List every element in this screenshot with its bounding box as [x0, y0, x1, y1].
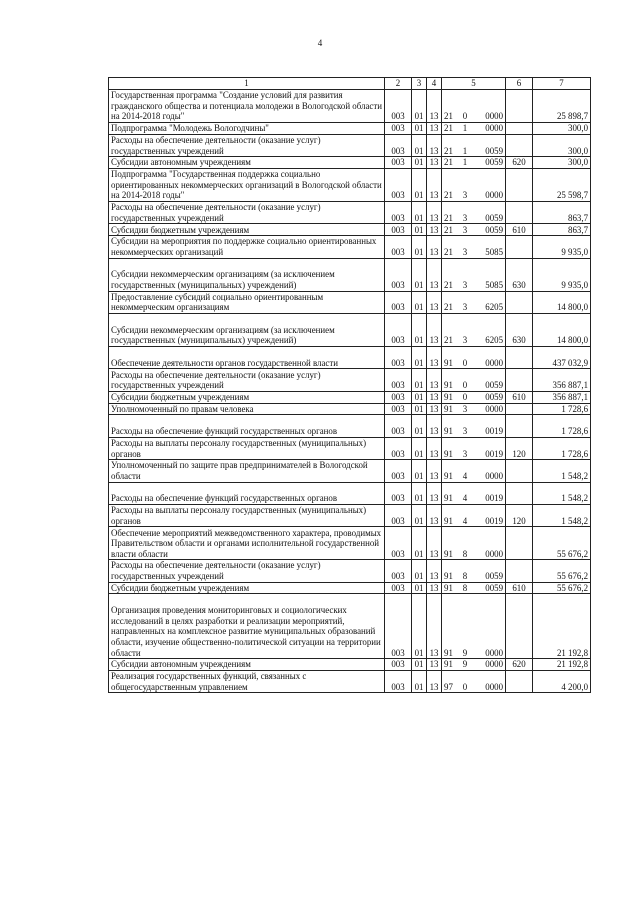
table-row	[109, 134, 591, 156]
row-col-2-cell: 003	[385, 369, 412, 391]
row-code-program-cell: 91	[442, 482, 458, 504]
row-col-2-cell: 003	[385, 201, 412, 223]
row-col-6-cell	[506, 168, 533, 201]
row-code-sub-cell: 3	[458, 403, 473, 415]
row-code-program-cell: 91	[442, 460, 458, 482]
row-code-program-cell: 97	[442, 671, 458, 693]
row-code-direction-cell: 0000	[473, 90, 506, 123]
row-col-4-cell: 13	[427, 258, 442, 291]
row-code-sub-cell: 1	[458, 157, 473, 169]
row-col-3-cell: 01	[412, 504, 427, 526]
row-amount-cell: 1 548,2	[533, 504, 591, 526]
row-col-3-cell: 01	[412, 671, 427, 693]
row-code-program-cell: 91	[442, 369, 458, 391]
row-col-6-cell	[506, 560, 533, 582]
row-name-cell: Предоставление субсидий социально ориентированным некоммерческим организациям	[109, 291, 385, 313]
row-code-sub-cell: 0	[458, 391, 473, 403]
row-col-2-cell: 003	[385, 527, 412, 560]
row-col-2-cell: 003	[385, 313, 412, 346]
row-code-direction-cell: 0059	[473, 560, 506, 582]
row-amount-cell: 1 728,6	[533, 415, 591, 437]
row-name-cell: Расходы на выплаты персоналу государственных (муниципальных) органов	[109, 437, 385, 459]
row-col-3-cell: 01	[412, 369, 427, 391]
row-col-6-cell	[506, 594, 533, 659]
row-code-program-cell: 21	[442, 291, 458, 313]
row-code-direction-cell: 0059	[473, 224, 506, 236]
row-amount-cell: 14 800,0	[533, 313, 591, 346]
row-col-2-cell: 003	[385, 258, 412, 291]
row-amount-cell: 437 032,9	[533, 346, 591, 368]
row-col-4-cell: 13	[427, 224, 442, 236]
row-col-3-cell: 01	[412, 460, 427, 482]
row-code-direction-cell: 0000	[473, 594, 506, 659]
row-col-4-cell: 13	[427, 415, 442, 437]
row-code-sub-cell: 1	[458, 134, 473, 156]
row-name-cell: Субсидии на мероприятия по поддержке социально ориентированных некоммерческих организаций	[109, 236, 385, 258]
row-code-direction-cell: 0000	[473, 671, 506, 693]
header-col-7: 7	[533, 78, 591, 90]
row-code-direction-cell: 0000	[473, 168, 506, 201]
row-code-direction-cell: 0059	[473, 157, 506, 169]
row-col-2-cell: 003	[385, 582, 412, 594]
row-col-6-cell	[506, 460, 533, 482]
row-col-4-cell: 13	[427, 134, 442, 156]
row-name-cell: Уполномоченный по правам человека	[109, 403, 385, 415]
row-code-direction-cell: 6205	[473, 313, 506, 346]
budget-table	[108, 77, 591, 693]
row-code-direction-cell: 0000	[473, 659, 506, 671]
row-col-3-cell: 01	[412, 582, 427, 594]
row-amount-cell: 25 898,7	[533, 90, 591, 123]
row-amount-cell: 9 935,0	[533, 236, 591, 258]
row-col-2-cell: 003	[385, 123, 412, 135]
row-col-4-cell: 13	[427, 671, 442, 693]
row-code-sub-cell: 8	[458, 560, 473, 582]
table-row	[109, 201, 591, 223]
row-col-3-cell: 01	[412, 415, 427, 437]
row-amount-cell: 356 887,1	[533, 391, 591, 403]
row-col-6-cell	[506, 236, 533, 258]
row-col-4-cell: 13	[427, 527, 442, 560]
row-amount-cell: 55 676,2	[533, 527, 591, 560]
row-col-6-cell	[506, 291, 533, 313]
row-col-6-cell: 120	[506, 437, 533, 459]
row-col-2-cell: 003	[385, 671, 412, 693]
row-name-cell: Субсидии автономным учреждениям	[109, 157, 385, 169]
row-amount-cell: 21 192,8	[533, 659, 591, 671]
row-code-sub-cell: 3	[458, 224, 473, 236]
row-col-4-cell: 13	[427, 482, 442, 504]
row-col-2-cell: 003	[385, 482, 412, 504]
row-col-4-cell: 13	[427, 168, 442, 201]
row-col-2-cell: 003	[385, 134, 412, 156]
row-code-program-cell: 21	[442, 258, 458, 291]
row-col-6-cell: 120	[506, 504, 533, 526]
table-row	[109, 391, 591, 403]
row-code-sub-cell: 8	[458, 527, 473, 560]
table-row	[109, 313, 591, 346]
table-row	[109, 369, 591, 391]
row-code-direction-cell: 0019	[473, 437, 506, 459]
row-code-direction-cell: 6205	[473, 291, 506, 313]
row-code-direction-cell: 0000	[473, 460, 506, 482]
table-row	[109, 123, 591, 135]
row-code-direction-cell: 0059	[473, 369, 506, 391]
row-col-3-cell: 01	[412, 482, 427, 504]
row-code-sub-cell: 3	[458, 415, 473, 437]
table-row	[109, 560, 591, 582]
row-code-direction-cell: 0019	[473, 482, 506, 504]
row-code-direction-cell: 0000	[473, 527, 506, 560]
header-col-6: 6	[506, 78, 533, 90]
table-row	[109, 527, 591, 560]
row-col-4-cell: 13	[427, 460, 442, 482]
row-code-program-cell: 21	[442, 134, 458, 156]
row-col-6-cell	[506, 134, 533, 156]
row-code-program-cell: 21	[442, 201, 458, 223]
row-col-4-cell: 13	[427, 403, 442, 415]
row-code-direction-cell: 5085	[473, 236, 506, 258]
table-row	[109, 168, 591, 201]
table-row	[109, 437, 591, 459]
row-col-3-cell: 01	[412, 90, 427, 123]
row-col-6-cell	[506, 403, 533, 415]
row-col-6-cell	[506, 90, 533, 123]
table-row	[109, 403, 591, 415]
row-code-direction-cell: 0000	[473, 403, 506, 415]
row-code-direction-cell: 0000	[473, 346, 506, 368]
row-col-4-cell: 13	[427, 504, 442, 526]
table-row	[109, 504, 591, 526]
row-code-program-cell: 91	[442, 403, 458, 415]
row-code-sub-cell: 1	[458, 123, 473, 135]
row-name-cell: Уполномоченный по защите прав предпринимателей в Вологодской области	[109, 460, 385, 482]
row-name-cell: Субсидии бюджетным учреждениям	[109, 224, 385, 236]
row-col-4-cell: 13	[427, 90, 442, 123]
row-col-3-cell: 01	[412, 291, 427, 313]
row-amount-cell: 300,0	[533, 134, 591, 156]
row-amount-cell: 1 548,2	[533, 460, 591, 482]
row-col-2-cell: 003	[385, 594, 412, 659]
table-row	[109, 582, 591, 594]
row-code-program-cell: 21	[442, 168, 458, 201]
row-col-3-cell: 01	[412, 236, 427, 258]
table-row	[109, 415, 591, 437]
table-row	[109, 594, 591, 659]
header-col-1: 1	[109, 78, 385, 90]
row-name-cell: Субсидии некоммерческим организациям (за исключением государственных (муниципальных) учреждений)	[109, 313, 385, 346]
row-col-3-cell: 01	[412, 437, 427, 459]
row-name-cell: Обеспечение мероприятий межведомственного характера, проводимых Правительством области и органами исполнительной государственной власти области	[109, 527, 385, 560]
row-name-cell: Обеспечение деятельности органов государственной власти	[109, 346, 385, 368]
row-col-3-cell: 01	[412, 659, 427, 671]
table-row	[109, 291, 591, 313]
row-col-6-cell	[506, 369, 533, 391]
row-col-6-cell: 610	[506, 224, 533, 236]
row-col-3-cell: 01	[412, 391, 427, 403]
row-code-program-cell: 21	[442, 90, 458, 123]
row-col-2-cell: 003	[385, 560, 412, 582]
row-code-program-cell: 91	[442, 527, 458, 560]
row-col-4-cell: 13	[427, 391, 442, 403]
row-code-sub-cell: 3	[458, 168, 473, 201]
row-col-4-cell: 13	[427, 659, 442, 671]
row-amount-cell: 25 598,7	[533, 168, 591, 201]
row-col-3-cell: 01	[412, 168, 427, 201]
header-col-3: 3	[412, 78, 427, 90]
row-code-program-cell: 91	[442, 415, 458, 437]
row-code-direction-cell: 0019	[473, 415, 506, 437]
row-code-direction-cell: 5085	[473, 258, 506, 291]
row-name-cell: Расходы на обеспечение деятельности (оказание услуг) государственных учреждений	[109, 201, 385, 223]
row-col-4-cell: 13	[427, 157, 442, 169]
header-col-5: 5	[442, 78, 506, 90]
row-name-cell: Субсидии бюджетным учреждениям	[109, 391, 385, 403]
row-code-sub-cell: 4	[458, 504, 473, 526]
row-name-cell: Расходы на обеспечение функций государственных органов	[109, 415, 385, 437]
row-name-cell: Субсидии автономным учреждениям	[109, 659, 385, 671]
row-code-sub-cell: 0	[458, 671, 473, 693]
table-row	[109, 236, 591, 258]
row-code-program-cell: 91	[442, 560, 458, 582]
row-code-direction-cell: 0059	[473, 582, 506, 594]
row-col-4-cell: 13	[427, 123, 442, 135]
row-amount-cell: 21 192,8	[533, 594, 591, 659]
row-code-direction-cell: 0059	[473, 134, 506, 156]
row-col-3-cell: 01	[412, 594, 427, 659]
row-col-3-cell: 01	[412, 258, 427, 291]
row-amount-cell: 55 676,2	[533, 560, 591, 582]
row-code-program-cell: 21	[442, 224, 458, 236]
row-col-4-cell: 13	[427, 346, 442, 368]
row-col-3-cell: 01	[412, 134, 427, 156]
row-name-cell: Реализация государственных функций, связанных с общегосударственным управлением	[109, 671, 385, 693]
row-col-2-cell: 003	[385, 437, 412, 459]
row-col-4-cell: 13	[427, 582, 442, 594]
table-row	[109, 482, 591, 504]
row-name-cell: Расходы на обеспечение деятельности (оказание услуг) государственных учреждений	[109, 369, 385, 391]
row-col-2-cell: 003	[385, 224, 412, 236]
row-amount-cell: 863,7	[533, 224, 591, 236]
row-name-cell: Расходы на обеспечение деятельности (оказание услуг) государственных учреждений	[109, 134, 385, 156]
row-code-sub-cell: 3	[458, 313, 473, 346]
row-col-4-cell: 13	[427, 594, 442, 659]
row-amount-cell: 4 200,0	[533, 671, 591, 693]
row-code-sub-cell: 4	[458, 482, 473, 504]
row-col-3-cell: 01	[412, 313, 427, 346]
row-col-6-cell: 630	[506, 258, 533, 291]
row-code-sub-cell: 9	[458, 594, 473, 659]
row-amount-cell: 300,0	[533, 123, 591, 135]
table-row	[109, 346, 591, 368]
row-name-cell: Расходы на обеспечение функций государственных органов	[109, 482, 385, 504]
row-amount-cell: 863,7	[533, 201, 591, 223]
row-col-2-cell: 003	[385, 168, 412, 201]
row-col-2-cell: 003	[385, 415, 412, 437]
row-col-4-cell: 13	[427, 236, 442, 258]
row-col-4-cell: 13	[427, 313, 442, 346]
header-col-4: 4	[427, 78, 442, 90]
header-col-2: 2	[385, 78, 412, 90]
row-amount-cell: 1 548,2	[533, 482, 591, 504]
row-col-2-cell: 003	[385, 157, 412, 169]
row-col-6-cell	[506, 201, 533, 223]
table-row	[109, 258, 591, 291]
row-col-3-cell: 01	[412, 224, 427, 236]
row-amount-cell: 1 728,6	[533, 403, 591, 415]
row-code-sub-cell: 3	[458, 201, 473, 223]
row-code-direction-cell: 0059	[473, 201, 506, 223]
row-col-6-cell: 630	[506, 313, 533, 346]
row-code-sub-cell: 8	[458, 582, 473, 594]
table-header-row	[109, 78, 591, 90]
row-col-4-cell: 13	[427, 291, 442, 313]
row-col-6-cell: 610	[506, 582, 533, 594]
row-code-program-cell: 91	[442, 594, 458, 659]
row-code-program-cell: 91	[442, 504, 458, 526]
row-code-direction-cell: 0019	[473, 504, 506, 526]
row-code-program-cell: 21	[442, 123, 458, 135]
row-code-program-cell: 91	[442, 582, 458, 594]
row-col-2-cell: 003	[385, 460, 412, 482]
row-code-sub-cell: 9	[458, 659, 473, 671]
row-col-4-cell: 13	[427, 560, 442, 582]
row-code-sub-cell: 0	[458, 346, 473, 368]
row-col-3-cell: 01	[412, 403, 427, 415]
row-col-2-cell: 003	[385, 291, 412, 313]
table-row	[109, 157, 591, 169]
row-col-3-cell: 01	[412, 560, 427, 582]
row-col-4-cell: 13	[427, 369, 442, 391]
row-amount-cell: 1 728,6	[533, 437, 591, 459]
row-code-sub-cell: 0	[458, 369, 473, 391]
page-number: 4	[317, 38, 323, 48]
row-col-2-cell: 003	[385, 391, 412, 403]
row-code-sub-cell: 4	[458, 460, 473, 482]
row-code-program-cell: 21	[442, 157, 458, 169]
row-col-3-cell: 01	[412, 123, 427, 135]
row-code-direction-cell: 0000	[473, 123, 506, 135]
row-col-2-cell: 003	[385, 504, 412, 526]
row-name-cell: Субсидии некоммерческим организациям (за исключением государственных (муниципальных) учреждений)	[109, 258, 385, 291]
row-amount-cell: 356 887,1	[533, 369, 591, 391]
row-amount-cell: 55 676,2	[533, 582, 591, 594]
row-col-4-cell: 13	[427, 437, 442, 459]
row-col-3-cell: 01	[412, 346, 427, 368]
row-col-2-cell: 003	[385, 659, 412, 671]
row-col-6-cell	[506, 671, 533, 693]
row-col-6-cell	[506, 527, 533, 560]
row-col-6-cell: 610	[506, 391, 533, 403]
row-col-2-cell: 003	[385, 236, 412, 258]
row-col-2-cell: 003	[385, 90, 412, 123]
row-col-6-cell	[506, 123, 533, 135]
table-row	[109, 90, 591, 123]
row-code-program-cell: 91	[442, 659, 458, 671]
row-amount-cell: 9 935,0	[533, 258, 591, 291]
row-col-4-cell: 13	[427, 201, 442, 223]
row-code-program-cell: 21	[442, 236, 458, 258]
table-row	[109, 460, 591, 482]
row-name-cell: Организация проведения мониторинговых и социологических исследований в целях разработки и реализации мероприятий, направленных на комплексное развитие муниципальных образований области, изучение общественно-политической ситуации на территории области	[109, 594, 385, 659]
table-row	[109, 659, 591, 671]
row-code-program-cell: 91	[442, 346, 458, 368]
row-col-2-cell: 003	[385, 403, 412, 415]
row-col-6-cell	[506, 346, 533, 368]
row-code-program-cell: 91	[442, 437, 458, 459]
row-code-sub-cell: 3	[458, 437, 473, 459]
row-col-3-cell: 01	[412, 527, 427, 560]
row-col-6-cell	[506, 482, 533, 504]
row-code-sub-cell: 3	[458, 258, 473, 291]
row-name-cell: Подпрограмма "Государственная поддержка социально ориентированных некоммерческих организаций в Вологодской области на 2014-2018 годы"	[109, 168, 385, 201]
row-amount-cell: 300,0	[533, 157, 591, 169]
row-code-sub-cell: 3	[458, 236, 473, 258]
row-name-cell: Расходы на обеспечение деятельности (оказание услуг) государственных учреждений	[109, 560, 385, 582]
row-col-6-cell: 620	[506, 157, 533, 169]
row-name-cell: Субсидии бюджетным учреждениям	[109, 582, 385, 594]
table-row	[109, 224, 591, 236]
row-col-3-cell: 01	[412, 201, 427, 223]
row-code-program-cell: 21	[442, 313, 458, 346]
row-code-sub-cell: 3	[458, 291, 473, 313]
row-name-cell: Государственная программа "Создание условий для развития гражданского общества и потенциала молодежи в Вологодской области на 2014-2018 годы"	[109, 90, 385, 123]
row-name-cell: Подпрограмма "Молодежь Вологодчины"	[109, 123, 385, 135]
row-name-cell: Расходы на выплаты персоналу государственных (муниципальных) органов	[109, 504, 385, 526]
row-amount-cell: 14 800,0	[533, 291, 591, 313]
row-col-6-cell: 620	[506, 659, 533, 671]
row-col-2-cell: 003	[385, 346, 412, 368]
row-code-program-cell: 91	[442, 391, 458, 403]
row-col-6-cell	[506, 415, 533, 437]
row-code-sub-cell: 0	[458, 90, 473, 123]
table-row	[109, 671, 591, 693]
row-col-3-cell: 01	[412, 157, 427, 169]
row-code-direction-cell: 0059	[473, 391, 506, 403]
